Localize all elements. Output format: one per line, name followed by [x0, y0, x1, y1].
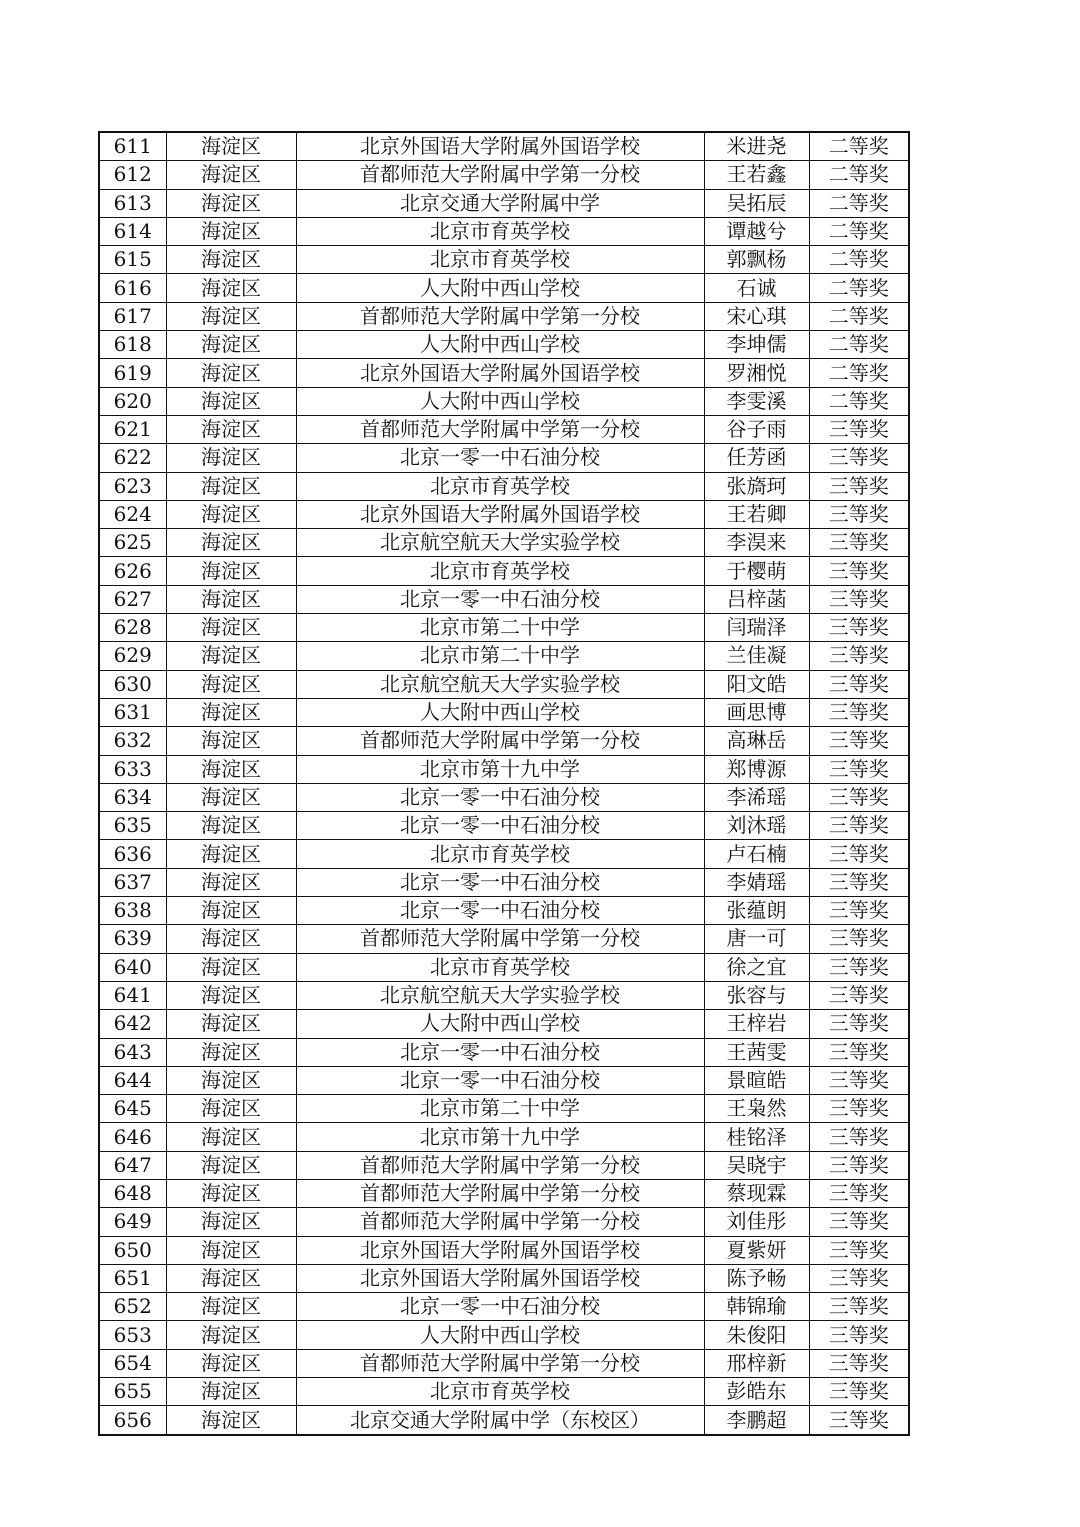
table-row: [99, 1406, 909, 1435]
school-name-cell: 北京一零一中石油分校: [296, 783, 704, 811]
table-row: [99, 1236, 909, 1264]
row-number-cell: 633: [99, 755, 166, 783]
table-row: [99, 387, 909, 415]
school-name-cell: 人大附中西山学校: [296, 387, 704, 415]
district-cell: 海淀区: [166, 1038, 296, 1066]
school-name-cell: 人大附中西山学校: [296, 698, 704, 726]
table-row: [99, 1066, 909, 1094]
student-name-cell: 石诚: [704, 274, 809, 302]
row-number-cell: 634: [99, 783, 166, 811]
school-name-cell: 北京外国语大学附属外国语学校: [296, 359, 704, 387]
award-level-cell: 三等奖: [809, 1123, 909, 1151]
award-level-cell: 三等奖: [809, 585, 909, 613]
student-name-cell: 谷子雨: [704, 415, 809, 443]
row-number-cell: 642: [99, 1010, 166, 1038]
school-name-cell: 人大附中西山学校: [296, 1321, 704, 1349]
district-cell: 海淀区: [166, 444, 296, 472]
student-name-cell: 高琳岳: [704, 727, 809, 755]
district-cell: 海淀区: [166, 1264, 296, 1292]
table-row: [99, 415, 909, 443]
award-level-cell: 三等奖: [809, 1208, 909, 1236]
table-row: [99, 1179, 909, 1207]
student-name-cell: 李鹏超: [704, 1406, 809, 1435]
table-row: [99, 953, 909, 981]
table-row: [99, 783, 909, 811]
award-level-cell: 二等奖: [809, 302, 909, 330]
district-cell: 海淀区: [166, 132, 296, 161]
award-level-cell: 三等奖: [809, 529, 909, 557]
award-level-cell: 三等奖: [809, 698, 909, 726]
school-name-cell: 北京航空航天大学实验学校: [296, 529, 704, 557]
award-level-cell: 二等奖: [809, 359, 909, 387]
district-cell: 海淀区: [166, 698, 296, 726]
school-name-cell: 北京外国语大学附属外国语学校: [296, 132, 704, 161]
student-name-cell: 朱俊阳: [704, 1321, 809, 1349]
row-number-cell: 632: [99, 727, 166, 755]
table-row: [99, 1208, 909, 1236]
row-number-cell: 643: [99, 1038, 166, 1066]
student-name-cell: 李雯溪: [704, 387, 809, 415]
award-list-table: [98, 131, 910, 1436]
school-name-cell: 首都师范大学附属中学第一分校: [296, 415, 704, 443]
table-row: [99, 727, 909, 755]
school-name-cell: 北京市第十九中学: [296, 755, 704, 783]
table-row: [99, 302, 909, 330]
district-cell: 海淀区: [166, 897, 296, 925]
student-name-cell: 卢石楠: [704, 840, 809, 868]
school-name-cell: 北京一零一中石油分校: [296, 585, 704, 613]
table-row: [99, 1264, 909, 1292]
school-name-cell: 北京市育英学校: [296, 557, 704, 585]
row-number-cell: 631: [99, 698, 166, 726]
award-level-cell: 三等奖: [809, 953, 909, 981]
table-row: [99, 557, 909, 585]
student-name-cell: 陈予畅: [704, 1264, 809, 1292]
student-name-cell: 彭皓东: [704, 1378, 809, 1406]
district-cell: 海淀区: [166, 670, 296, 698]
school-name-cell: 北京市育英学校: [296, 840, 704, 868]
student-name-cell: 王枭然: [704, 1095, 809, 1123]
district-cell: 海淀区: [166, 642, 296, 670]
school-name-cell: 首都师范大学附属中学第一分校: [296, 727, 704, 755]
row-number-cell: 618: [99, 331, 166, 359]
award-level-cell: 三等奖: [809, 812, 909, 840]
table-row: [99, 614, 909, 642]
school-name-cell: 北京一零一中石油分校: [296, 868, 704, 896]
school-name-cell: 北京一零一中石油分校: [296, 1066, 704, 1094]
student-name-cell: 吴拓辰: [704, 189, 809, 217]
student-name-cell: 郑博源: [704, 755, 809, 783]
award-level-cell: 二等奖: [809, 161, 909, 189]
row-number-cell: 617: [99, 302, 166, 330]
school-name-cell: 北京外国语大学附属外国语学校: [296, 1236, 704, 1264]
row-number-cell: 650: [99, 1236, 166, 1264]
row-number-cell: 623: [99, 472, 166, 500]
student-name-cell: 于樱萌: [704, 557, 809, 585]
award-list-body: [99, 132, 909, 1435]
student-name-cell: 景暄皓: [704, 1066, 809, 1094]
table-row: [99, 1349, 909, 1377]
district-cell: 海淀区: [166, 529, 296, 557]
row-number-cell: 652: [99, 1293, 166, 1321]
student-name-cell: 画思博: [704, 698, 809, 726]
row-number-cell: 637: [99, 868, 166, 896]
table-row: [99, 670, 909, 698]
school-name-cell: 北京一零一中石油分校: [296, 444, 704, 472]
district-cell: 海淀区: [166, 500, 296, 528]
district-cell: 海淀区: [166, 1349, 296, 1377]
district-cell: 海淀区: [166, 812, 296, 840]
district-cell: 海淀区: [166, 557, 296, 585]
student-name-cell: 罗湘悦: [704, 359, 809, 387]
student-name-cell: 夏紫妍: [704, 1236, 809, 1264]
table-row: [99, 274, 909, 302]
district-cell: 海淀区: [166, 161, 296, 189]
award-level-cell: 三等奖: [809, 868, 909, 896]
table-row: [99, 868, 909, 896]
row-number-cell: 640: [99, 953, 166, 981]
table-row: [99, 698, 909, 726]
district-cell: 海淀区: [166, 274, 296, 302]
row-number-cell: 646: [99, 1123, 166, 1151]
table-row: [99, 1095, 909, 1123]
school-name-cell: 首都师范大学附属中学第一分校: [296, 302, 704, 330]
school-name-cell: 北京市育英学校: [296, 217, 704, 245]
award-level-cell: 三等奖: [809, 1038, 909, 1066]
award-level-cell: 二等奖: [809, 189, 909, 217]
district-cell: 海淀区: [166, 953, 296, 981]
district-cell: 海淀区: [166, 925, 296, 953]
student-name-cell: 邢梓新: [704, 1349, 809, 1377]
district-cell: 海淀区: [166, 1208, 296, 1236]
table-row: [99, 1123, 909, 1151]
table-row: [99, 1293, 909, 1321]
school-name-cell: 北京航空航天大学实验学校: [296, 670, 704, 698]
district-cell: 海淀区: [166, 1179, 296, 1207]
district-cell: 海淀区: [166, 331, 296, 359]
student-name-cell: 吴晓宇: [704, 1151, 809, 1179]
student-name-cell: 韩锦瑜: [704, 1293, 809, 1321]
row-number-cell: 614: [99, 217, 166, 245]
district-cell: 海淀区: [166, 217, 296, 245]
student-name-cell: 兰佳凝: [704, 642, 809, 670]
district-cell: 海淀区: [166, 1378, 296, 1406]
row-number-cell: 649: [99, 1208, 166, 1236]
district-cell: 海淀区: [166, 1236, 296, 1264]
school-name-cell: 北京市第二十中学: [296, 614, 704, 642]
award-level-cell: 三等奖: [809, 1066, 909, 1094]
award-level-cell: 二等奖: [809, 387, 909, 415]
school-name-cell: 北京交通大学附属中学: [296, 189, 704, 217]
row-number-cell: 626: [99, 557, 166, 585]
table-row: [99, 189, 909, 217]
school-name-cell: 人大附中西山学校: [296, 1010, 704, 1038]
district-cell: 海淀区: [166, 302, 296, 330]
award-level-cell: 三等奖: [809, 1010, 909, 1038]
district-cell: 海淀区: [166, 246, 296, 274]
table-row: [99, 529, 909, 557]
table-row: [99, 812, 909, 840]
school-name-cell: 人大附中西山学校: [296, 331, 704, 359]
district-cell: 海淀区: [166, 1123, 296, 1151]
district-cell: 海淀区: [166, 727, 296, 755]
award-level-cell: 三等奖: [809, 415, 909, 443]
school-name-cell: 首都师范大学附属中学第一分校: [296, 1208, 704, 1236]
award-level-cell: 三等奖: [809, 783, 909, 811]
table-row: [99, 500, 909, 528]
award-level-cell: 二等奖: [809, 246, 909, 274]
student-name-cell: 李坤儒: [704, 331, 809, 359]
row-number-cell: 611: [99, 132, 166, 161]
school-name-cell: 北京市育英学校: [296, 1378, 704, 1406]
district-cell: 海淀区: [166, 1293, 296, 1321]
table-row: [99, 444, 909, 472]
row-number-cell: 628: [99, 614, 166, 642]
award-level-cell: 三等奖: [809, 727, 909, 755]
student-name-cell: 唐一可: [704, 925, 809, 953]
row-number-cell: 645: [99, 1095, 166, 1123]
district-cell: 海淀区: [166, 755, 296, 783]
student-name-cell: 米进尧: [704, 132, 809, 161]
row-number-cell: 615: [99, 246, 166, 274]
school-name-cell: 北京市第二十中学: [296, 1095, 704, 1123]
table-row: [99, 1151, 909, 1179]
award-level-cell: 三等奖: [809, 642, 909, 670]
row-number-cell: 648: [99, 1179, 166, 1207]
student-name-cell: 郭飘杨: [704, 246, 809, 274]
award-level-cell: 二等奖: [809, 274, 909, 302]
row-number-cell: 639: [99, 925, 166, 953]
award-level-cell: 三等奖: [809, 557, 909, 585]
district-cell: 海淀区: [166, 472, 296, 500]
award-level-cell: 三等奖: [809, 614, 909, 642]
school-name-cell: 首都师范大学附属中学第一分校: [296, 1151, 704, 1179]
row-number-cell: 625: [99, 529, 166, 557]
table-row: [99, 585, 909, 613]
district-cell: 海淀区: [166, 1151, 296, 1179]
table-row: [99, 1378, 909, 1406]
table-row: [99, 897, 909, 925]
school-name-cell: 北京市育英学校: [296, 246, 704, 274]
district-cell: 海淀区: [166, 1321, 296, 1349]
row-number-cell: 627: [99, 585, 166, 613]
table-row: [99, 840, 909, 868]
student-name-cell: 吕梓菡: [704, 585, 809, 613]
district-cell: 海淀区: [166, 415, 296, 443]
award-level-cell: 三等奖: [809, 1236, 909, 1264]
school-name-cell: 北京一零一中石油分校: [296, 812, 704, 840]
award-level-cell: 三等奖: [809, 1349, 909, 1377]
row-number-cell: 622: [99, 444, 166, 472]
table-row: [99, 246, 909, 274]
student-name-cell: 李婧瑶: [704, 868, 809, 896]
student-name-cell: 张旖珂: [704, 472, 809, 500]
student-name-cell: 刘沐瑶: [704, 812, 809, 840]
school-name-cell: 北京外国语大学附属外国语学校: [296, 1264, 704, 1292]
row-number-cell: 616: [99, 274, 166, 302]
award-level-cell: 三等奖: [809, 1264, 909, 1292]
student-name-cell: 王若卿: [704, 500, 809, 528]
row-number-cell: 629: [99, 642, 166, 670]
student-name-cell: 谭越兮: [704, 217, 809, 245]
student-name-cell: 闫瑞泽: [704, 614, 809, 642]
district-cell: 海淀区: [166, 387, 296, 415]
school-name-cell: 北京一零一中石油分校: [296, 1038, 704, 1066]
student-name-cell: 任芳函: [704, 444, 809, 472]
row-number-cell: 653: [99, 1321, 166, 1349]
table-row: [99, 217, 909, 245]
award-level-cell: 三等奖: [809, 1151, 909, 1179]
award-level-cell: 三等奖: [809, 925, 909, 953]
award-level-cell: 三等奖: [809, 1293, 909, 1321]
student-name-cell: 宋心琪: [704, 302, 809, 330]
award-level-cell: 三等奖: [809, 472, 909, 500]
school-name-cell: 北京一零一中石油分校: [296, 897, 704, 925]
district-cell: 海淀区: [166, 359, 296, 387]
school-name-cell: 首都师范大学附属中学第一分校: [296, 161, 704, 189]
award-level-cell: 二等奖: [809, 217, 909, 245]
district-cell: 海淀区: [166, 585, 296, 613]
table-row: [99, 161, 909, 189]
row-number-cell: 630: [99, 670, 166, 698]
row-number-cell: 621: [99, 415, 166, 443]
table-row: [99, 981, 909, 1009]
school-name-cell: 首都师范大学附属中学第一分校: [296, 1349, 704, 1377]
award-level-cell: 三等奖: [809, 1179, 909, 1207]
row-number-cell: 635: [99, 812, 166, 840]
table-row: [99, 359, 909, 387]
row-number-cell: 612: [99, 161, 166, 189]
row-number-cell: 636: [99, 840, 166, 868]
student-name-cell: 桂铭泽: [704, 1123, 809, 1151]
row-number-cell: 638: [99, 897, 166, 925]
district-cell: 海淀区: [166, 1066, 296, 1094]
district-cell: 海淀区: [166, 1010, 296, 1038]
award-level-cell: 三等奖: [809, 670, 909, 698]
row-number-cell: 613: [99, 189, 166, 217]
row-number-cell: 655: [99, 1378, 166, 1406]
student-name-cell: 王茜雯: [704, 1038, 809, 1066]
row-number-cell: 641: [99, 981, 166, 1009]
district-cell: 海淀区: [166, 1095, 296, 1123]
school-name-cell: 北京市第十九中学: [296, 1123, 704, 1151]
award-level-cell: 三等奖: [809, 1406, 909, 1435]
school-name-cell: 北京市育英学校: [296, 472, 704, 500]
student-name-cell: 蔡现霖: [704, 1179, 809, 1207]
row-number-cell: 644: [99, 1066, 166, 1094]
award-level-cell: 三等奖: [809, 897, 909, 925]
student-name-cell: 刘佳彤: [704, 1208, 809, 1236]
school-name-cell: 北京外国语大学附属外国语学校: [296, 500, 704, 528]
table-row: [99, 331, 909, 359]
school-name-cell: 人大附中西山学校: [296, 274, 704, 302]
table-row: [99, 1321, 909, 1349]
row-number-cell: 656: [99, 1406, 166, 1435]
row-number-cell: 647: [99, 1151, 166, 1179]
table-row: [99, 755, 909, 783]
district-cell: 海淀区: [166, 614, 296, 642]
row-number-cell: 620: [99, 387, 166, 415]
school-name-cell: 北京市第二十中学: [296, 642, 704, 670]
row-number-cell: 624: [99, 500, 166, 528]
award-level-cell: 二等奖: [809, 132, 909, 161]
award-level-cell: 二等奖: [809, 331, 909, 359]
school-name-cell: 北京一零一中石油分校: [296, 1293, 704, 1321]
award-level-cell: 三等奖: [809, 500, 909, 528]
award-level-cell: 三等奖: [809, 981, 909, 1009]
student-name-cell: 阳文皓: [704, 670, 809, 698]
award-level-cell: 三等奖: [809, 840, 909, 868]
row-number-cell: 651: [99, 1264, 166, 1292]
row-number-cell: 654: [99, 1349, 166, 1377]
row-number-cell: 619: [99, 359, 166, 387]
school-name-cell: 首都师范大学附属中学第一分校: [296, 925, 704, 953]
school-name-cell: 北京航空航天大学实验学校: [296, 981, 704, 1009]
district-cell: 海淀区: [166, 1406, 296, 1435]
district-cell: 海淀区: [166, 189, 296, 217]
award-level-cell: 三等奖: [809, 1095, 909, 1123]
district-cell: 海淀区: [166, 783, 296, 811]
award-level-cell: 三等奖: [809, 1321, 909, 1349]
student-name-cell: 张容与: [704, 981, 809, 1009]
school-name-cell: 首都师范大学附属中学第一分校: [296, 1179, 704, 1207]
table-row: [99, 1010, 909, 1038]
table-row: [99, 925, 909, 953]
table-row: [99, 132, 909, 161]
award-level-cell: 三等奖: [809, 1378, 909, 1406]
award-level-cell: 三等奖: [809, 755, 909, 783]
district-cell: 海淀区: [166, 981, 296, 1009]
student-name-cell: 王若鑫: [704, 161, 809, 189]
student-name-cell: 李淏来: [704, 529, 809, 557]
district-cell: 海淀区: [166, 868, 296, 896]
table-row: [99, 1038, 909, 1066]
student-name-cell: 徐之宜: [704, 953, 809, 981]
table-row: [99, 642, 909, 670]
table-row: [99, 472, 909, 500]
school-name-cell: 北京市育英学校: [296, 953, 704, 981]
student-name-cell: 李浠瑶: [704, 783, 809, 811]
school-name-cell: 北京交通大学附属中学（东校区）: [296, 1406, 704, 1435]
award-level-cell: 三等奖: [809, 444, 909, 472]
student-name-cell: 张蕴朗: [704, 897, 809, 925]
student-name-cell: 王梓岩: [704, 1010, 809, 1038]
district-cell: 海淀区: [166, 840, 296, 868]
